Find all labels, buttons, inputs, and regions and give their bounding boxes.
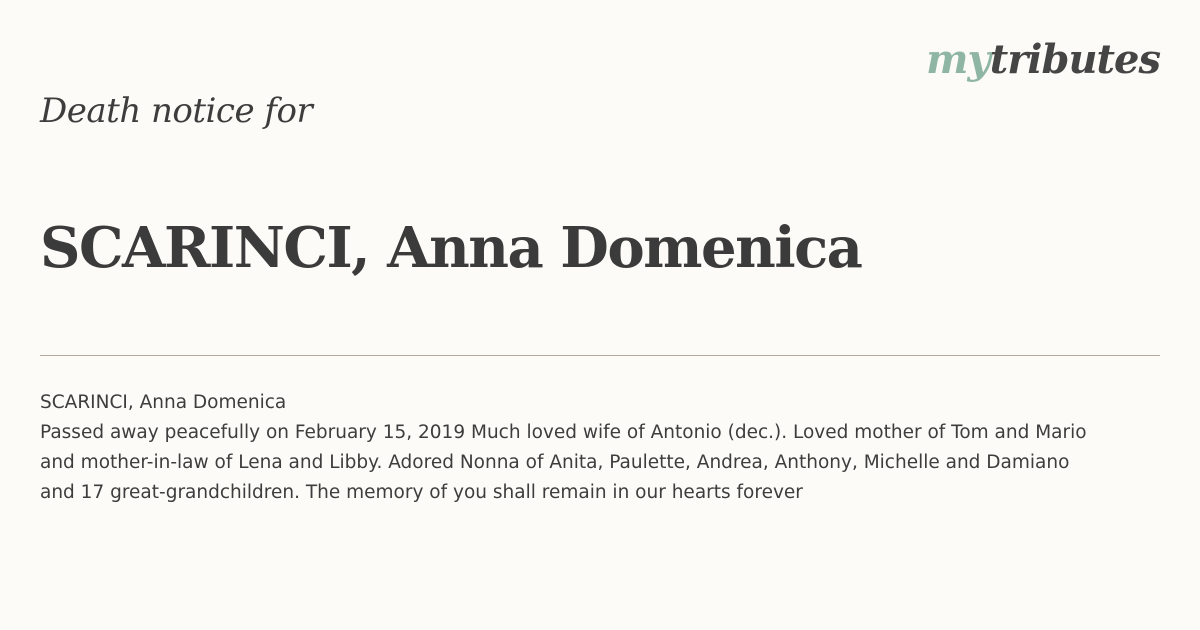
divider <box>40 355 1160 356</box>
logo-tributes: tributes <box>989 36 1160 83</box>
deceased-name-title: SCARINCI, Anna Domenica <box>40 215 862 281</box>
mytributes-logo[interactable] <box>926 36 1160 84</box>
notice-line: Passed away peacefully on February 15, 2019 Much loved wife of Antonio (dec.). Loved mother of Tom and Mario <box>40 422 1087 443</box>
page-subtitle: Death notice for <box>40 91 313 131</box>
notice-line: and mother-in-law of Lena and Libby. Adored Nonna of Anita, Paulette, Andrea, Anthony, Michelle and Damiano <box>40 452 1070 473</box>
notice-line: and 17 great-grandchildren. The memory of you shall remain in our hearts forever <box>40 482 803 503</box>
notice-heading: SCARINCI, Anna Domenica <box>40 392 287 413</box>
logo-my: my <box>926 36 990 83</box>
notice-text <box>40 388 1170 508</box>
